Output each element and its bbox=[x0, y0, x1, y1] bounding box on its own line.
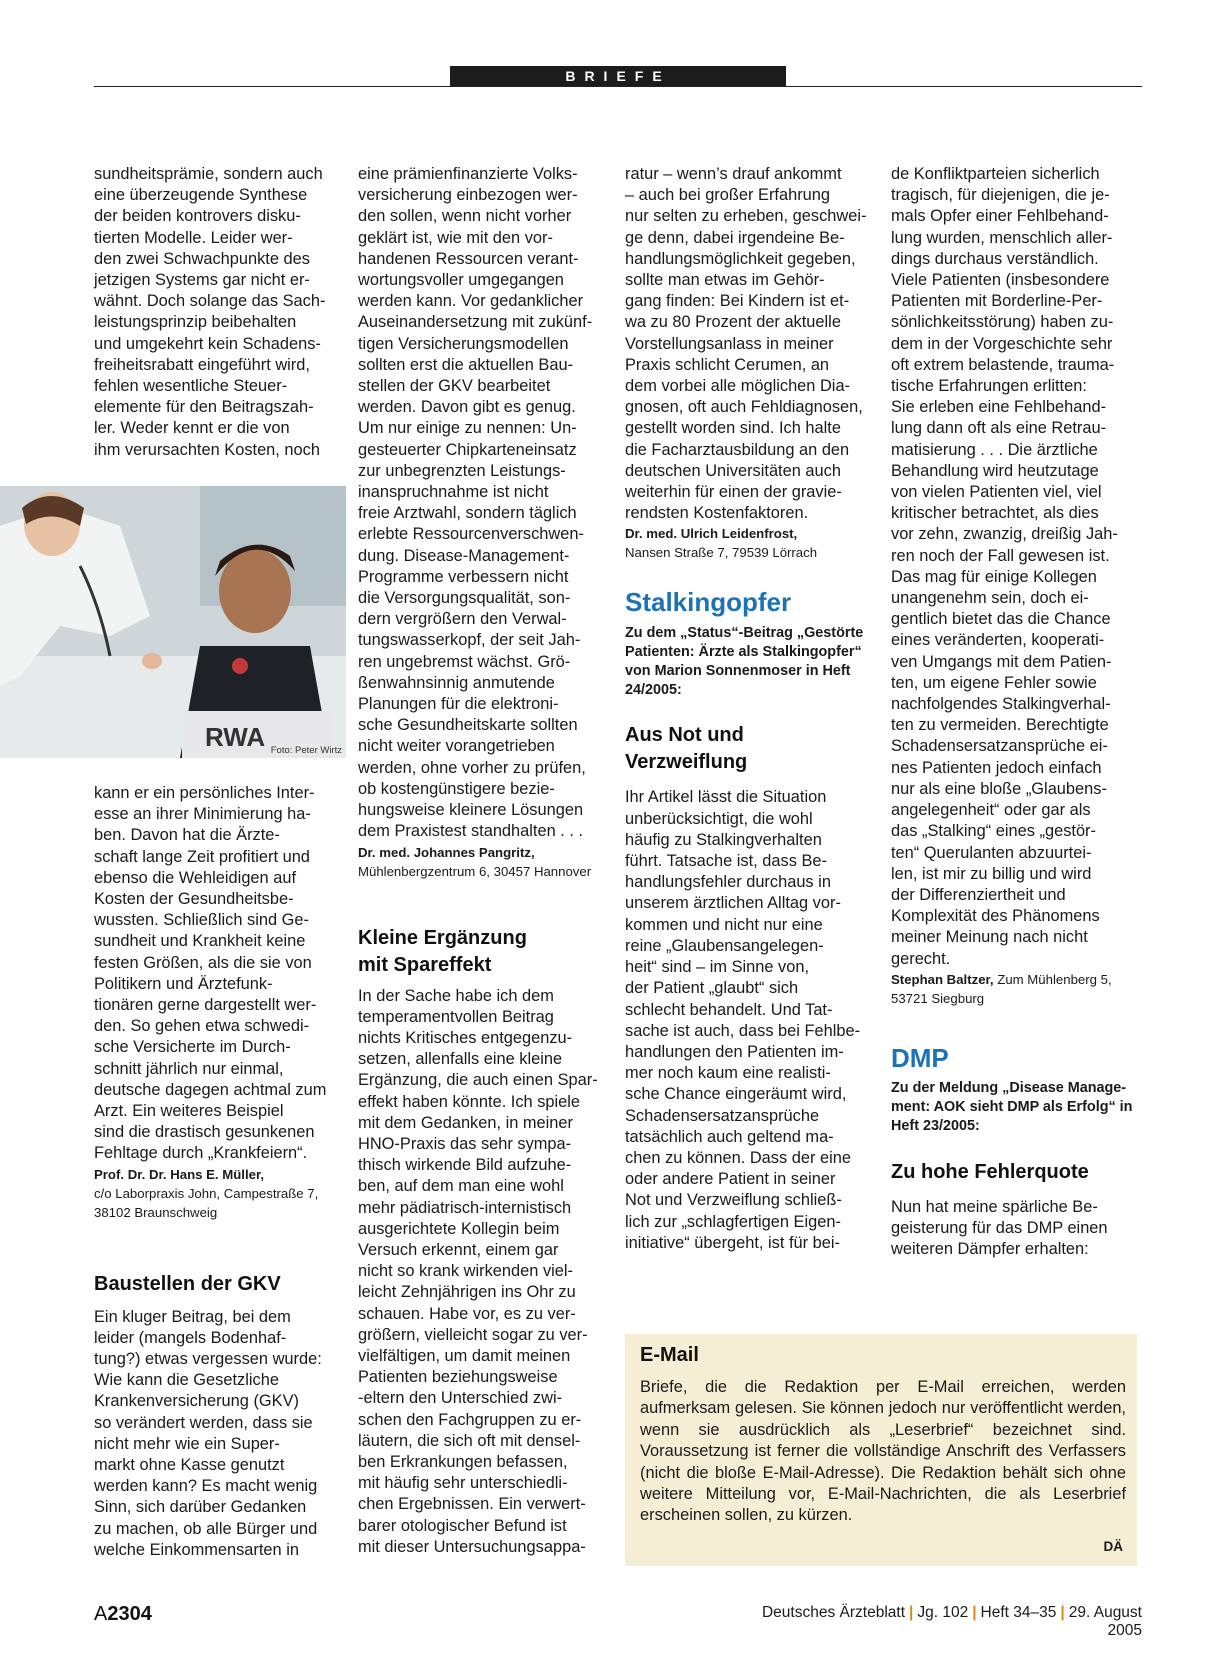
heading-zu-hohe-fehlerquote: Zu hohe Fehlerquote bbox=[891, 1160, 1089, 1183]
text-line: Patienten mit Borderline-Per- bbox=[891, 292, 1103, 311]
email-info-box bbox=[625, 1334, 1137, 1566]
text-line: schen den Fachgruppen zu er- bbox=[358, 1410, 582, 1429]
kleine-text bbox=[358, 986, 610, 1558]
text-line: Ein kluger Beitrag, bei dem bbox=[94, 1307, 291, 1326]
text-line: handenen Ressourcen verant- bbox=[358, 249, 579, 268]
text-line: ben, auf dem man eine wohl bbox=[358, 1177, 564, 1196]
address-mueller-1: c/o Laborpraxis John, Campestraße 7, bbox=[94, 1185, 319, 1201]
text-line: meiner Meinung nach nicht bbox=[891, 928, 1088, 947]
text-line: dem in der Vorgeschichte sehr bbox=[891, 334, 1113, 353]
text-line: die Versorgungsqualität, son- bbox=[358, 589, 571, 608]
text-line: matisierung . . . Die ärztliche bbox=[891, 440, 1098, 459]
text-line: tatsächlich auch geltend ma- bbox=[625, 1127, 834, 1146]
text-line: versicherung einbezogen wer- bbox=[358, 186, 578, 205]
text-line: nichts Kritisches entgegenzu- bbox=[358, 1028, 573, 1047]
heading-aus-not-2: Verzweiflung bbox=[625, 751, 748, 774]
text-line: Schadensersatzansprüche ei- bbox=[891, 737, 1108, 756]
text-line: den zwei Schwachpunkte des bbox=[94, 249, 310, 268]
email-box-title: E-Mail bbox=[640, 1344, 699, 1366]
signature-mueller: Prof. Dr. Dr. Hans E. Müller, bbox=[94, 1166, 265, 1182]
text-line: den. So gehen etwa schwedi- bbox=[94, 1017, 310, 1036]
text-line: kommen und nicht nur eine bbox=[625, 915, 823, 934]
text-line: schauen. Habe vor, es zu ver- bbox=[358, 1304, 576, 1323]
text-line: geisterung für das DMP einen bbox=[891, 1218, 1108, 1237]
text-line: freiheitsrabatt eingeführt wird, bbox=[94, 355, 310, 374]
text-line: Behandlung wird heutzutage bbox=[891, 461, 1099, 480]
text-line: Fehltage durch „Krankfeiern“. bbox=[94, 1144, 308, 1163]
text-line: inanspruchnahme ist nicht bbox=[358, 483, 549, 502]
text-line: Programme verbessern nicht bbox=[358, 567, 569, 586]
text-line: sind die drastisch gesunkenen bbox=[94, 1123, 315, 1142]
text-line: ob kostengünstigere bezie- bbox=[358, 779, 555, 798]
text-line: oft extrem belastende, trauma- bbox=[891, 355, 1115, 374]
text-line: nicht so krank wirkenden viel- bbox=[358, 1262, 573, 1281]
text-line: rendsten Kostenfaktoren. bbox=[625, 504, 809, 523]
text-line: ge denn, dabei irgendeine Be- bbox=[625, 228, 845, 247]
text-line: eines veränderten, kooperati- bbox=[891, 631, 1105, 650]
text-line: der beiden kontrovers disku- bbox=[94, 207, 301, 226]
text-line: ebenso die Wehleidigen auf bbox=[94, 868, 297, 887]
text-line: ren noch der Fall gewesen ist. bbox=[891, 546, 1110, 565]
heading-aus-not-1: Aus Not und bbox=[625, 724, 744, 747]
text-line: barer otologischer Befund ist bbox=[358, 1516, 567, 1535]
column3-top-text bbox=[625, 164, 877, 524]
signature-pangritz: Dr. med. Johannes Pangritz, bbox=[358, 844, 535, 860]
text-line: tigen Versicherungsmodellen bbox=[358, 334, 569, 353]
text-line: angelegenheit“ oder gar als bbox=[891, 801, 1091, 820]
text-line: mer noch kaum eine realisti- bbox=[625, 1064, 831, 1083]
text-line: werden, ohne vorher zu prüfen, bbox=[358, 758, 586, 777]
footer-separator: | bbox=[909, 1604, 914, 1621]
column4-text bbox=[891, 164, 1143, 970]
text-line: den sollen, wenn nicht vorher bbox=[358, 207, 572, 226]
text-line: jetzigen Systems gar nicht er- bbox=[94, 271, 310, 290]
text-line: leistungsprinzip beibehalten bbox=[94, 313, 297, 332]
text-line: eine überzeugende Synthese bbox=[94, 186, 308, 205]
text-line: führt. Tatsache ist, dass Be- bbox=[625, 852, 827, 871]
text-line: lung wurden, menschlich aller- bbox=[891, 228, 1113, 247]
text-line: HNO-Praxis das sehr sympa- bbox=[358, 1134, 572, 1153]
column1-top bbox=[94, 164, 346, 461]
text-line: leicht Zehnjährigen ins Ohr zu bbox=[358, 1283, 576, 1302]
text-line: dung. Disease-Management- bbox=[358, 546, 570, 565]
text-line: – auch bei großer Erfahrung bbox=[625, 186, 831, 205]
text-line: unberücksichtigt, die wohl bbox=[625, 809, 813, 828]
signature-baltzer-name: Stephan Baltzer, bbox=[891, 971, 994, 987]
address-pangritz: Mühlenbergzentrum 6, 30457 Hannover bbox=[358, 863, 592, 879]
text-line: vielfältigen, um damit meinen bbox=[358, 1346, 571, 1365]
text-line: wortungsvoller umgegangen bbox=[358, 271, 564, 290]
text-line: Planungen für die elektroni- bbox=[358, 695, 559, 714]
text-line: Not und Verzweiflung schließ- bbox=[625, 1191, 842, 1210]
text-line: deutsche dagegen achtmal zum bbox=[94, 1080, 327, 1099]
text-line: der Patient „glaubt“ sich bbox=[625, 979, 799, 998]
text-line: gentlich bietet das die Chance bbox=[891, 610, 1111, 629]
text-line: Ergänzung, die auch einen Spar- bbox=[358, 1071, 598, 1090]
text-line: werden. Davon gibt es genug. bbox=[358, 398, 576, 417]
text-line: Ihr Artikel lässt die Situation bbox=[625, 788, 827, 807]
text-line: sche Chance eingeräumt wird, bbox=[625, 1085, 847, 1104]
text-line: tung?) etwas vergessen wurde: bbox=[94, 1350, 322, 1369]
text-line: fehlen wesentliche Steuer- bbox=[94, 377, 288, 396]
text-line: Kosten der Gesundheitsbe- bbox=[94, 890, 294, 909]
heading-kleine-2: mit Spareffekt bbox=[358, 953, 492, 976]
text-line: Heft 23/2005: bbox=[891, 1118, 980, 1135]
journal-date: 29. August 2005 bbox=[1068, 1604, 1142, 1639]
text-line: Nun hat meine spärliche Be- bbox=[891, 1197, 1098, 1216]
text-line: so verändert werden, dass sie bbox=[94, 1413, 313, 1432]
text-line: tionären gerne dargestellt wer- bbox=[94, 996, 317, 1015]
text-line: deutschen Universitäten auch bbox=[625, 461, 841, 480]
text-line: leider (mangels Bodenhaf- bbox=[94, 1328, 287, 1347]
text-line: von Marion Sonnenmoser in Heft bbox=[625, 663, 851, 680]
text-line: Sie erleben eine Fehlbehand- bbox=[891, 398, 1107, 417]
text-line: mit dem Gedanken, in meiner bbox=[358, 1113, 573, 1132]
text-line: dem vorbei alle möglichen Dia- bbox=[625, 377, 851, 396]
journal-footer bbox=[727, 1604, 1142, 1640]
text-line: handlungsmöglichkeit gegeben, bbox=[625, 249, 856, 268]
text-line: wussten. Schließlich sind Ge- bbox=[94, 911, 309, 930]
text-line: sche Gesundheitskarte sollten bbox=[358, 716, 578, 735]
text-line: schlecht behandelt. Und Tat- bbox=[625, 1000, 833, 1019]
text-line: ten zu vermeiden. Berechtigte bbox=[891, 716, 1109, 735]
text-line: wa zu 80 Prozent der aktuelle bbox=[625, 313, 841, 332]
address-baltzer-2: 53721 Siegburg bbox=[891, 990, 985, 1006]
text-line: größern, vielleicht sogar zu ver- bbox=[358, 1325, 588, 1344]
column4 bbox=[891, 164, 1143, 1260]
page-prefix: A bbox=[94, 1603, 108, 1625]
heading-stalkingopfer: Stalkingopfer bbox=[625, 587, 792, 618]
text-line: schnitt jährlich nur einmal, bbox=[94, 1059, 284, 1078]
text-line: ren ungebremst wächst. Grö- bbox=[358, 652, 571, 671]
text-line: setzen, allenfalls eine kleine bbox=[358, 1050, 563, 1069]
text-line: chen Ergebnissen. Ein verwert- bbox=[358, 1495, 586, 1514]
text-line: Versuch erkennt, einem gar bbox=[358, 1240, 559, 1259]
text-line: nachfolgendes Stalkingverhal- bbox=[891, 695, 1111, 714]
text-line: Sinn, sich darüber Gedanken bbox=[94, 1498, 307, 1517]
text-line: markt ohne Kasse genutzt bbox=[94, 1456, 285, 1475]
text-line: festen Größen, als die sie von bbox=[94, 953, 312, 972]
text-line: freie Arztwahl, sondern täglich bbox=[358, 504, 577, 523]
text-line: temperamentvollen Beitrag bbox=[358, 1007, 554, 1026]
text-line: eine prämienfinanzierte Volks- bbox=[358, 165, 578, 183]
text-line: initiative“ übergeht, ist für bei- bbox=[625, 1233, 840, 1252]
text-line: ben. Davon hat die Ärzte- bbox=[94, 826, 280, 845]
text-line: nur als eine bloße „Glaubens- bbox=[891, 779, 1107, 798]
doctor-child-photo bbox=[0, 486, 346, 758]
baustellen-text bbox=[94, 1307, 346, 1561]
text-line: läutern, die sich oft mit densel- bbox=[358, 1431, 581, 1450]
text-line: gestellt worden sind. Ich halte bbox=[625, 419, 841, 438]
address-mueller-2: 38102 Braunschweig bbox=[94, 1204, 218, 1220]
text-line: handlungen den Patienten im- bbox=[625, 1042, 844, 1061]
text-line: -eltern den Unterschied zwi- bbox=[358, 1389, 563, 1408]
text-line: thisch wirkende Bild aufzuhe- bbox=[358, 1156, 572, 1175]
text-line: Arzt. Ein weiteres Beispiel bbox=[94, 1102, 284, 1121]
text-line: handlungsfehler durchaus in bbox=[625, 873, 831, 892]
address-baltzer-1: Zum Mühlenberg 5, bbox=[993, 971, 1112, 987]
text-line: gnosen, oft auch Fehldiagnosen, bbox=[625, 398, 863, 417]
text-line: erlebte Ressourcenverschwen- bbox=[358, 525, 584, 544]
text-line: heit“ sind – im Sinne von, bbox=[625, 958, 810, 977]
text-line: Auseinandersetzung mit zukünf- bbox=[358, 313, 593, 332]
text-line: Viele Patienten (insbesondere bbox=[891, 271, 1110, 290]
text-line: ausgerichtete Kollegin beim bbox=[358, 1219, 560, 1238]
column1-bottom bbox=[94, 783, 346, 1561]
column2-text bbox=[358, 164, 610, 843]
text-line: weiteren Dämpfer erhalten: bbox=[891, 1239, 1089, 1258]
text-line: unserem ärztlichen Alltag vor- bbox=[625, 894, 841, 913]
text-line: Schadensersatzansprüche bbox=[625, 1106, 820, 1125]
text-line: sollten erst die aktuellen Bau- bbox=[358, 355, 574, 374]
text-line: Zu der Meldung „Disease Manage- bbox=[891, 1079, 1127, 1096]
address-leidenfrost: Nansen Straße 7, 79539 Lörrach bbox=[625, 545, 818, 561]
journal-name: Deutsches Ärzteblatt bbox=[761, 1604, 905, 1621]
text-line: werden kann? Es macht wenig bbox=[94, 1477, 318, 1496]
text-line: schaft lange Zeit profitiert und bbox=[94, 847, 310, 866]
text-line: Politikern und Ärztefunk- bbox=[94, 974, 273, 993]
text-line: Wie kann die Gesetzliche bbox=[94, 1371, 279, 1390]
text-line: Patienten beziehungsweise bbox=[358, 1368, 558, 1387]
text-line: sundheitsprämie, sondern auch bbox=[94, 165, 323, 183]
text-line: der Differenziertheit und bbox=[891, 885, 1066, 904]
text-line: Komplexität des Phänomens bbox=[891, 907, 1100, 926]
text-line: und umgekehrt kein Schadens- bbox=[94, 334, 321, 353]
text-line: lung dann oft als eine Retrau- bbox=[891, 419, 1107, 438]
text-line: reine „Glaubensangelegen- bbox=[625, 936, 824, 955]
photo-illustration bbox=[0, 486, 346, 758]
text-line: len, ist mir zu billig und wird bbox=[891, 864, 1092, 883]
stalking-text bbox=[625, 787, 877, 1253]
column1-bottom-text bbox=[94, 783, 346, 1165]
text-line: unangenehm sein, doch ei- bbox=[891, 589, 1089, 608]
text-line: sundheit und Krankheit keine bbox=[94, 932, 306, 951]
text-line: sche Versicherte im Durch- bbox=[94, 1038, 291, 1057]
header-rule bbox=[94, 86, 1142, 87]
text-line: Um nur einige zu nennen: Un- bbox=[358, 419, 577, 438]
text-line: hungsweise kleinere Lösungen bbox=[358, 801, 584, 820]
text-line: geklärt ist, wie mit den vor- bbox=[358, 228, 553, 247]
text-line: Das mag für einige Kollegen bbox=[891, 567, 1097, 586]
text-line: kritischer betrachtet, als dies bbox=[891, 504, 1099, 523]
text-line: tragisch, für diejenigen, die je- bbox=[891, 186, 1110, 205]
text-line: Zu dem „Status“-Beitrag „Gestörte bbox=[625, 624, 864, 641]
heading-kleine-1: Kleine Ergänzung bbox=[358, 926, 527, 949]
text-line: nicht mehr wie ein Super- bbox=[94, 1434, 280, 1453]
text-line: ler. Weder kennt er die von bbox=[94, 419, 290, 438]
text-line: ßenwahnsinnig anmutende bbox=[358, 673, 555, 692]
text-line: nicht weiter vorangetrieben bbox=[358, 737, 555, 756]
text-line: chen zu können. Dass der eine bbox=[625, 1148, 851, 1167]
text-line: ratur – wenn’s drauf ankommt bbox=[625, 165, 842, 183]
text-line: sönlichkeitsstörung) haben zu- bbox=[891, 313, 1114, 332]
text-line: Patienten: Ärzte als Stalkingopfer“ bbox=[625, 643, 862, 660]
text-line: nur selten zu erheben, geschwei- bbox=[625, 207, 867, 226]
text-line: 24/2005: bbox=[625, 682, 682, 699]
journal-volume: Jg. 102 bbox=[917, 1604, 969, 1621]
text-line: die Facharztausbildung an den bbox=[625, 440, 850, 459]
text-line: In der Sache habe ich dem bbox=[358, 986, 554, 1005]
text-line: kann er ein persönliches Inter- bbox=[94, 784, 315, 802]
column2 bbox=[358, 164, 610, 1558]
signature-baltzer bbox=[891, 970, 1143, 989]
text-line: lich zur „schlagfertigen Eigen- bbox=[625, 1212, 841, 1231]
text-line: sache ist auch, dass bei Fehlbe- bbox=[625, 1021, 861, 1040]
email-box-body: Briefe, die die Redaktion per E-Mail erreichen, werden aufmerksam gelesen. Sie können jedoch nur veröffentlicht werden, wenn sie ausdrücklich als „Leserbrief“ bezeichnet sind. Voraussetzung ist ferner die vollständige Anschrift des Verfassers (nicht die bloße E-Mail-Adresse). Die Redaktion behält sich ohne weitere Mitteilung vor, E-Mail-Nachrichten, die als Leserbrief erscheinen sollen, zu kürzen. bbox=[640, 1378, 1126, 1525]
column3 bbox=[625, 164, 877, 1254]
text-line: häufig zu Stalkingverhalten bbox=[625, 830, 822, 849]
text-line: werden kann. Vor gedanklicher bbox=[358, 292, 584, 311]
text-line: mit dieser Untersuchungsappa- bbox=[358, 1537, 586, 1556]
text-line: zu machen, ob alle Bürger und bbox=[94, 1519, 318, 1538]
email-box-sign: DÄ bbox=[1103, 1539, 1123, 1554]
text-line: ten“ Querulanten abzuurtei- bbox=[891, 843, 1092, 862]
text-line: zur unbegrenzten Leistungs- bbox=[358, 461, 566, 480]
text-line: tische Erfahrungen erlitten: bbox=[891, 377, 1087, 396]
text-line: mals Opfer einer Fehlbehand- bbox=[891, 207, 1109, 226]
text-line: mit häufig sehr unterschiedli- bbox=[358, 1474, 568, 1493]
text-line: sollte man etwas im Gehör- bbox=[625, 271, 825, 290]
text-line: tungswasserkopf, der seit Jah- bbox=[358, 631, 581, 650]
heading-baustellen: Baustellen der GKV bbox=[94, 1272, 281, 1295]
text-line: Vorstellungsanlass in meiner bbox=[625, 334, 834, 353]
text-line: dern vergrößern den Verwal- bbox=[358, 610, 567, 629]
section-header: BRIEFE bbox=[450, 66, 786, 87]
svg-text:RWA: RWA bbox=[205, 722, 266, 752]
text-line: von vielen Patienten viel, viel bbox=[891, 483, 1102, 502]
text-line: gang finden: Bei Kindern ist et- bbox=[625, 292, 850, 311]
text-line: ment: AOK sieht DMP als Erfolg“ in bbox=[891, 1099, 1133, 1116]
text-line: wähnt. Doch solange das Sach- bbox=[94, 292, 326, 311]
signature-leidenfrost: Dr. med. Ulrich Leidenfrost, bbox=[625, 526, 798, 542]
text-line: de Konfliktparteien sicherlich bbox=[891, 165, 1100, 183]
text-line: welche Einkommensarten in bbox=[94, 1540, 299, 1559]
page-number bbox=[94, 1603, 152, 1626]
photo-credit: Foto: Peter Wirtz bbox=[270, 745, 342, 756]
text-line: das „Stalking“ eines „gestör- bbox=[891, 822, 1096, 841]
page-number-value: 2304 bbox=[107, 1603, 152, 1625]
journal-issue: Heft 34–35 bbox=[980, 1604, 1057, 1621]
text-line: ihm verursachten Kosten, noch bbox=[94, 440, 320, 459]
text-line: oder andere Patient in seiner bbox=[625, 1170, 836, 1189]
text-line: Krankenversicherung (GKV) bbox=[94, 1392, 299, 1411]
text-line: dings durchaus verständlich. bbox=[891, 249, 1099, 268]
footer-separator: | bbox=[1060, 1604, 1065, 1621]
text-line: tierten Modelle. Leider wer- bbox=[94, 228, 293, 247]
text-line: ten, um eigene Fehler sowie bbox=[891, 673, 1097, 692]
text-line: gerecht. bbox=[891, 949, 951, 968]
stalking-intro bbox=[625, 624, 877, 701]
text-line: weiterhin für einen der gravie- bbox=[625, 483, 842, 502]
text-line: stellen der GKV bearbeitet bbox=[358, 377, 551, 396]
text-line: mehr pädiatrisch-internistisch bbox=[358, 1198, 572, 1217]
heading-dmp: DMP bbox=[891, 1042, 949, 1073]
text-line: ben Erkrankungen befassen, bbox=[358, 1452, 568, 1471]
text-line: esse an ihrer Minimierung ha- bbox=[94, 805, 311, 824]
text-line: effekt haben könnte. Ich spiele bbox=[358, 1092, 581, 1111]
text-line: dem Praxistest standhalten . . . bbox=[358, 822, 584, 841]
dmp-text bbox=[891, 1197, 1143, 1261]
text-line: vor zehn, zwanzig, dreißig Jah- bbox=[891, 525, 1118, 544]
text-line: ven Umgangs mit dem Patien- bbox=[891, 652, 1112, 671]
dmp-intro bbox=[891, 1079, 1143, 1137]
text-line: Praxis schlicht Cerumen, an bbox=[625, 355, 830, 374]
text-line: elemente für den Beitragszah- bbox=[94, 398, 314, 417]
text-line: gesteuerter Chipkarteneinsatz bbox=[358, 440, 577, 459]
footer-separator: | bbox=[972, 1604, 977, 1621]
text-line: nes Patienten jedoch einfach bbox=[891, 758, 1102, 777]
